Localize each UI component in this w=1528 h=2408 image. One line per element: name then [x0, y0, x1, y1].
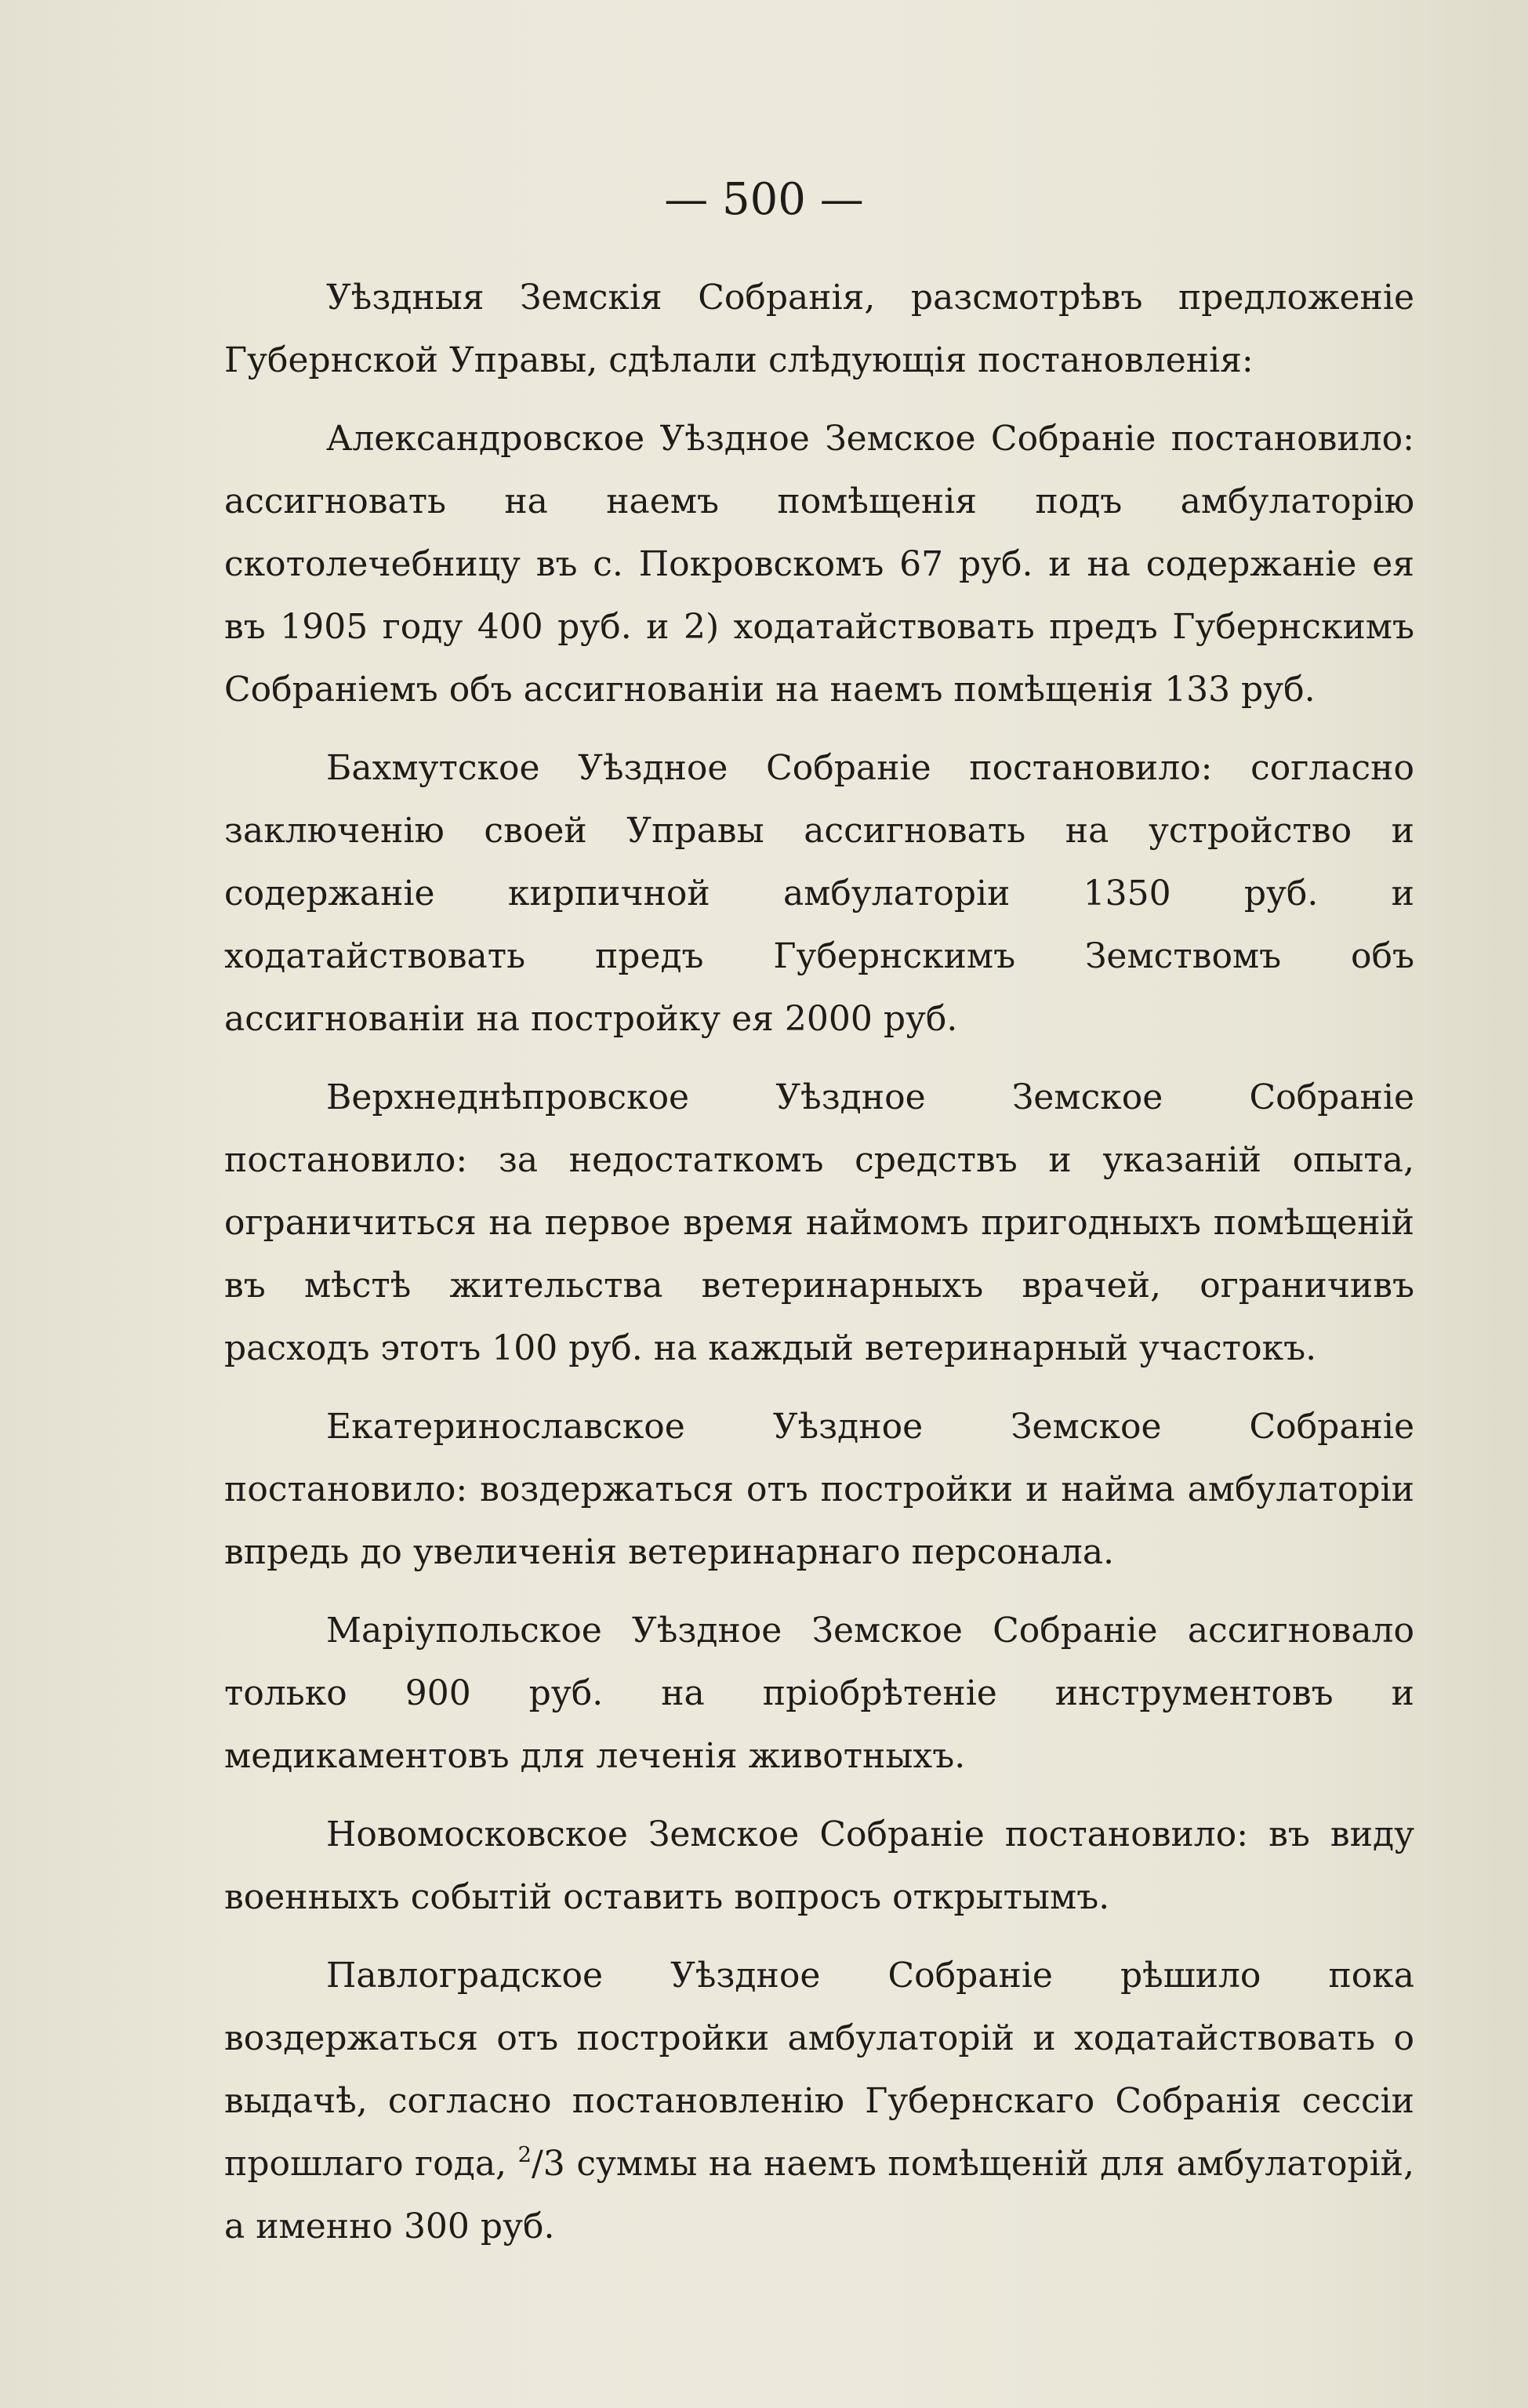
fraction-numerator: 2 — [517, 2143, 532, 2168]
paragraph-pavlogradskoe-end: суммы на наемъ помѣщеній для амбулаторій, а именно 300 руб. — [224, 2144, 1414, 2246]
paragraph-ekaterinoslavskoe: Екатеринославское Уѣздное Земское Собраніе постановило: воздержаться отъ постройки и найма амбулаторіи впредь до увеличенія ветеринарнаго персонала. — [224, 1407, 1414, 1572]
fraction-two-thirds — [518, 2144, 565, 2184]
body-text — [224, 267, 1414, 2274]
paragraph-mariupolskoe: Маріупольское Уѣздное Земское Собраніе ассигновало только 900 руб. на пріобрѣтеніе инструментовъ и медикаментовъ для леченія животныхъ. — [224, 1611, 1414, 1776]
paragraph-verkhnedneprovskoe: Верхнеднѣпровское Уѣздное Земское Собраніе постановило: за недостаткомъ средствъ и указаній опыта, ограничиться на первое время наймомъ пригодныхъ помѣщеній въ мѣстѣ жительства ветеринарныхъ врачей, ограничивъ расходъ этотъ 100 руб. на каждый ветеринарный участокъ. — [224, 1077, 1414, 1368]
paragraph-aleksandrovskoe: Александровское Уѣздное Земское Собраніе постановило: ассигновать на наемъ помѣщенія подъ амбулаторію скотолечебницу въ с. Покровскомъ 67 руб. и на содержаніе ея въ 1905 году 400 руб. и 2) ходатайствовать предъ Губернскимъ Собраніемъ объ ассигнованіи на наемъ помѣщенія 133 руб. — [224, 419, 1414, 710]
paragraph-bakhmutskoe: Бахмутское Уѣздное Собраніе постановило: согласно заключенію своей Управы ассигновать на устройство и содержаніе кирпичной амбулаторіи 1350 руб. и ходатайствовать предъ Губернскимъ Земствомъ объ ассигнованіи на постройку ея 2000 руб. — [224, 748, 1414, 1039]
page-number: — 500 — — [664, 174, 864, 225]
paragraph-novomoskovskoe: Новомосковское Земское Собраніе постановило: въ виду военныхъ событій оставить вопросъ открытымъ. — [224, 1814, 1414, 1917]
fraction-denominator: /3 — [531, 2144, 565, 2184]
paragraph-pavlogradskoe-start: Павлоградское Уѣздное Собраніе рѣшило пока воздержаться отъ постройки амбулаторій и ходатайствовать о выдачѣ, согласно постановленію Губернскаго Собранія сессіи прошлаго года, — [224, 1956, 1414, 2184]
paragraph-pavlogradskoe — [224, 1945, 1414, 2258]
paragraph-intro: Уѣздныя Земскія Собранія, разсмотрѣвъ предложеніе Губернской Управы, сдѣлали слѣдующія постановленія: — [224, 278, 1414, 380]
